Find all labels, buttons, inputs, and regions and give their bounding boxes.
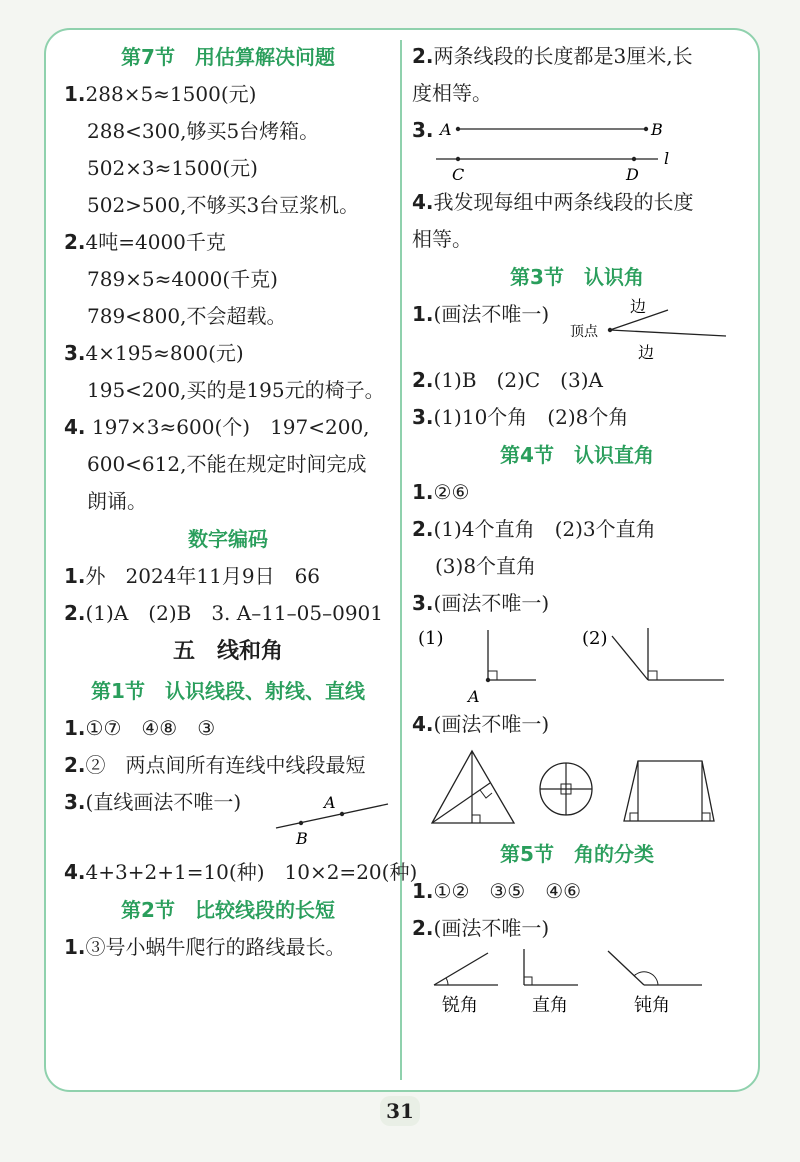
part-label: (1) [418,628,444,649]
question-number: 3. [412,118,434,142]
question-number: 2. [64,753,86,777]
line-label-l: l [664,149,670,168]
answer-text: 我发现每组中两条线段的长度 [433,190,694,214]
question-number: 2. [412,44,434,68]
answer-line [64,335,392,372]
question-number: 2. [64,230,86,254]
answer-text: ② 两点间所有连线中线段最短 [85,753,366,777]
answer-text: (1)B (2)C (3)A [433,368,603,392]
point-label-a: A [440,120,452,139]
segment-comparison-figure [436,112,736,184]
answer-line [64,854,418,891]
answer-text: (1)10个角 (2)8个角 [433,405,629,429]
answer-text: 4吨=4000千克 [85,230,226,254]
section-title: 第2节 比较线段的长短 [121,898,335,922]
answer-text: 502>500,不够买3台豆浆机。 [87,193,360,217]
answer-line [412,511,742,548]
answer-text: (1)A (2)B 3. A–11–05–0901 [85,601,383,625]
question-number: 1. [64,82,86,106]
section-title: 第1节 认识线段、射线、直线 [91,679,365,703]
answer-text: (画法不唯一) [433,591,550,615]
answer-line [412,873,742,910]
section-title: 第4节 认识直角 [500,443,654,467]
answer-text: ①⑦ ④⑧ ③ [85,716,216,740]
question-number: 2. [64,601,86,625]
answer-text: 相等。 [412,227,472,251]
angle-label-obtuse: 钝角 [634,995,670,1016]
answer-line [64,595,392,632]
answer-text: 朗诵。 [87,489,147,513]
question-number: 1. [412,879,434,903]
answer-text: (直线画法不唯一) [85,790,242,814]
answer-text: 502×3≈1500(元) [87,156,258,180]
question-number: 1. [412,480,434,504]
answer-text: ①② ③⑤ ④⑥ [433,879,582,903]
answer-text: 两条线段的长度都是3厘米,长 [433,44,693,68]
question-number: 1. [412,302,434,326]
question-number: 1. [64,564,86,588]
answer-text: (画法不唯一) [433,916,550,940]
answer-text: 288<300,够买5台烤箱。 [87,119,320,143]
column-divider [400,40,402,1080]
point-label-d: D [626,165,639,184]
question-number: 4. [412,190,434,214]
answer-text: ②⑥ [433,480,470,504]
answer-text: 789<800,不会超载。 [87,304,287,328]
answer-line [412,38,742,75]
answer-line [412,474,742,511]
answer-text: 195<200,买的是195元的椅子。 [87,378,385,402]
straight-line-figure [272,784,392,854]
right-angle-figures [412,622,742,706]
right-angle-drawings [412,622,742,706]
right-column [412,38,742,1017]
angle-type-figures [412,947,742,1017]
answer-text: 4+3+2+1=10(种) 10×2=20(种) [85,860,418,884]
answer-line [64,929,392,966]
side-label: 边 [630,297,647,316]
answer-line [412,184,742,221]
question-number: 3. [412,591,434,615]
answer-line [64,784,392,854]
section-title: 第5节 角的分类 [500,842,654,866]
question-number: 3. [412,405,434,429]
point-label-a: A [468,687,480,706]
answer-text: (3)8个直角 [435,554,537,578]
side-label: 边 [638,343,655,362]
answer-line [64,224,392,261]
section-title: 第7节 用估算解决问题 [121,45,335,69]
angle-type-drawings [412,947,742,1017]
point-label-b: B [296,829,308,848]
answer-line [412,585,742,622]
answer-text: 4×195≈800(元) [85,341,244,365]
answer-line [64,409,392,446]
shape-figures [412,743,742,835]
question-number: 3. [64,790,86,814]
answer-line [64,76,392,113]
section-title: 数字编码 [188,527,268,551]
answer-text: 789×5≈4000(千克) [87,267,278,291]
answer-line [64,558,392,595]
question-number: 1. [64,935,86,959]
answer-line [412,706,742,743]
angle-figure [562,296,742,362]
angle-label-right: 直角 [532,995,568,1016]
answer-text: 197×3≈600(个) 197<200, [91,415,370,439]
answer-text: 度相等。 [412,81,492,105]
question-number: 4. [64,415,86,439]
answer-line [412,910,742,947]
question-number: 2. [412,517,434,541]
answer-line [64,710,392,747]
answer-text: 288×5≈1500(元) [85,82,257,106]
point-label-a: A [324,793,336,812]
answer-line [412,362,742,399]
shapes-with-right-angles [412,743,742,835]
left-column [64,38,418,966]
answer-text: 600<612,不能在规定时间完成 [87,452,367,476]
question-number: 4. [412,712,434,736]
chapter-title: 五 线和角 [172,639,283,664]
point-label-c: C [452,165,465,184]
question-number: 3. [64,341,86,365]
answer-line [412,399,742,436]
vertex-label: 顶点 [570,324,598,340]
point-label-b: B [651,120,663,139]
question-number: 2. [412,916,434,940]
part-label: (2) [582,628,608,649]
answer-text: 外 2024年11月9日 66 [85,564,321,588]
answer-text: (1)4个直角 (2)3个直角 [433,517,656,541]
answer-line [412,112,742,184]
question-number: 2. [412,368,434,392]
section-title: 第3节 认识角 [510,265,644,289]
question-number: 1. [64,716,86,740]
answer-text: (画法不唯一) [433,712,550,736]
question-number: 4. [64,860,86,884]
answer-text: ③号小蜗牛爬行的路线最长。 [85,935,346,959]
answer-line [64,747,392,784]
answer-line [412,296,742,362]
answer-text: (画法不唯一) [433,302,550,326]
page-number: 31 [380,1096,420,1126]
angle-label-acute: 锐角 [442,995,478,1016]
